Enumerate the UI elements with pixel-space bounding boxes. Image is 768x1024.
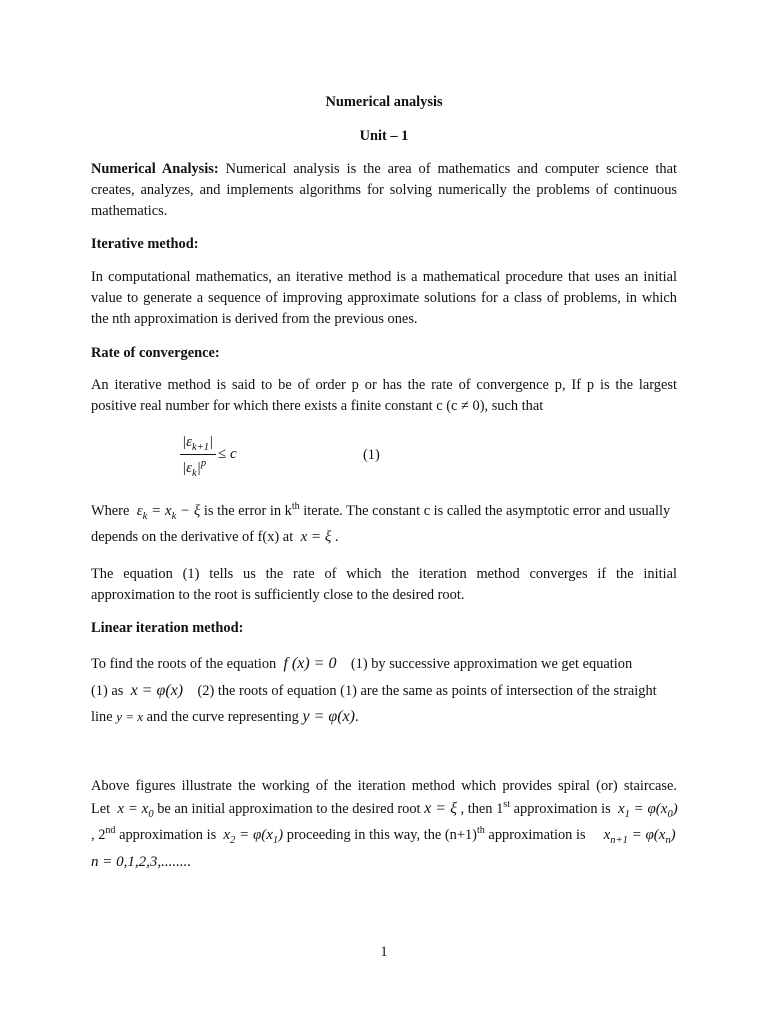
xn-equation: $x_{n+1} = \varphi(x_n)$ [603,827,676,846]
iterative-method-heading: Iterative method: [91,236,199,252]
fraction-bar [180,454,216,455]
line-equation: y = x [116,709,144,724]
intro-paragraph-line-2: creates, analyzes, and implements algorithms for solving numerically the problems of continuous [91,182,677,198]
iterative-paragraph-line-3: the nth approximation is derived from the previous ones. [91,311,418,327]
equation-number: (1) [363,447,380,463]
intro-term: Numerical Analysis: [91,161,219,177]
x2-equation: $x_2 = \varphi(x_1)$ [223,827,284,846]
equation-denominator: $|\varepsilon_k|^p$ [182,458,207,479]
figures-line-1: Above figures illustrate the working of the iteration method which provides spiral (or) staircase. [91,778,677,794]
convergence-heading: Rate of convergence: [91,345,220,361]
fx-equation: f (x) = 0 [283,655,337,672]
where-line: Where $\varepsilon_k = x_k - \xi$ is the error in $k^{th}$ iterate. The constant c is called the asymptotic error and usually [91,501,671,522]
iterative-paragraph-line-1: In computational mathematics, an iterative method is a mathematical procedure that uses an initial [91,269,677,285]
x0-equation: $x = x_0$ [117,801,154,820]
unit-heading: Unit – 1 [359,128,409,144]
convergence-explanation-line-2: approximation to the root is sufficiently close to the desired root. [91,587,465,603]
convergence-paragraph-line-1: An iterative method is said to be of order p or has the rate of convergence p, If p is the largest [91,377,677,393]
phi-equation: x = φ(x) [130,682,184,699]
figures-line-3: , 2nd approximation is $x_2 = \varphi(x_1)$ proceeding in this way, the $(n+1)^{th}$ approximation is $x_{n+1} = \varphi(x_n)$ [91,825,676,846]
error-formula: $\varepsilon_k = x_k - \xi$ [132,503,201,522]
document-title: Numerical analysis [325,94,443,110]
root-equation: x = ξ [296,529,332,545]
curve-equation: y = φ(x) [302,708,355,725]
x1-equation: $x_1 = \varphi(x_0)$ [617,801,678,820]
linear-line-3: line y = x and the curve representing y = φ(x). [91,708,359,725]
root-xi: x = ξ [424,800,457,817]
intro-paragraph-line-3: mathematics. [91,203,168,219]
figures-line-2: Let $x = x_0$ be an initial approximation to the desired root x = ξ , then 1st approximation is $x_1 = \varphi(x_0)$ [91,799,678,820]
n-values: n = 0,1,2,3,........ [91,854,192,870]
intro-paragraph-line-1: Numerical Analysis: Numerical analysis is the area of mathematics and computer science that [91,161,677,177]
depends-line: depends on the derivative of f(x) at x = ξ . [91,529,339,545]
equation-numerator: $|\varepsilon_{k+1}|$ [182,434,214,453]
convergence-explanation-line-1: The equation (1) tells us the rate of which the iteration method converges if the initial [91,566,677,582]
equation-inequality: ≤ c [218,446,237,462]
iterative-paragraph-line-2: value to generate a sequence of improving approximate solutions for a class of problems, in which [91,290,677,306]
convergence-paragraph-line-2: positive real number for which there exists a finite constant c (c ≠ 0), such that [91,398,544,414]
linear-line-1: To find the roots of the equation f (x) = 0 (1) by successive approximation we get equation [91,655,633,672]
linear-iteration-heading: Linear iteration method: [91,620,244,636]
page-number: 1 [380,944,388,960]
linear-line-2: (1) as x = φ(x) (2) the roots of equation (1) are the same as points of intersection of the straight [91,682,657,699]
